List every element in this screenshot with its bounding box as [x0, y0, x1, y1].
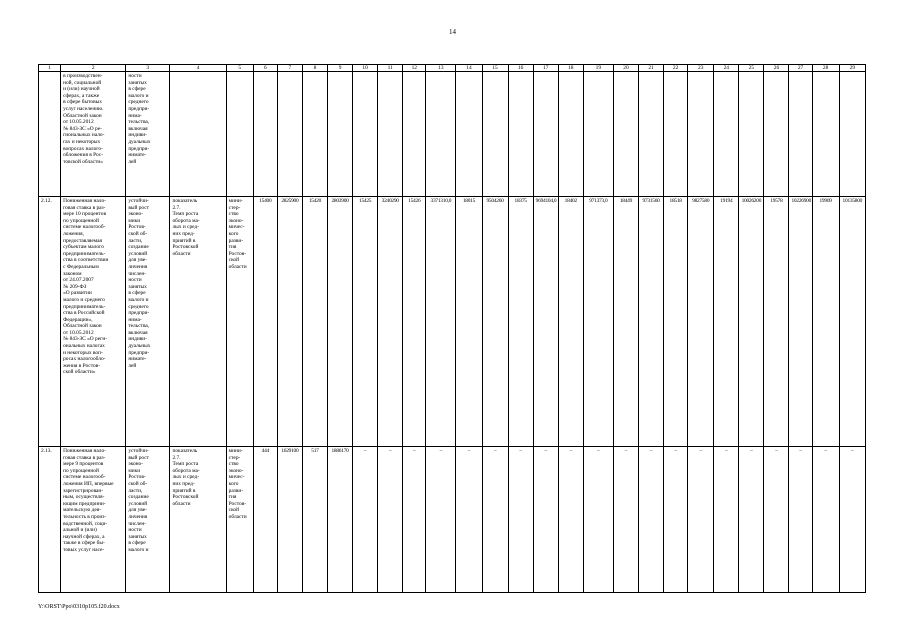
- indicator-cell: показатель 2.7. Темп роста оборота ма- лых и сред- них пред- приятий в Ростовской области: [170, 197, 226, 447]
- row-id-cell: 2.12.: [39, 197, 61, 447]
- value-cell: –: [739, 447, 764, 593]
- value-cell: 3371310,0: [426, 197, 456, 447]
- value-cell: 10026200: [739, 197, 764, 447]
- value-cell: –: [639, 447, 664, 593]
- column-number: 9: [328, 65, 353, 72]
- column-number: 14: [456, 65, 482, 72]
- value-cell: –: [482, 447, 508, 593]
- value-cell: 1886170: [328, 447, 353, 593]
- column-number: 26: [764, 65, 789, 72]
- column-number: 6: [253, 65, 277, 72]
- value-cell: [253, 72, 277, 197]
- column-number: 28: [812, 65, 839, 72]
- value-cell: 3240290: [378, 197, 403, 447]
- indicator-cell: показатель 2.7. Темп роста оборота ма- лых и сред- них пред- приятий в Ростовской области: [170, 447, 226, 593]
- table-row: [39, 72, 866, 197]
- value-cell: [739, 72, 764, 197]
- executor-cell: мини- стер- ство эконо- мичес- кого разви- тия Ростов- ской области: [226, 197, 253, 447]
- column-number: 1: [39, 65, 61, 72]
- value-cell: [764, 72, 789, 197]
- data-table: [38, 64, 866, 593]
- column-number-row: [39, 65, 866, 72]
- goal-cell: устойчи- вый рост эконо- мики Ростов- ской об- ласти, создание условий для уве- личения числен- ности занятых в сфере малого и среднего предпри- нима- тельства, включая индиви- дуальных предпри- нимате- лей: [126, 197, 170, 447]
- value-cell: –: [613, 447, 638, 593]
- value-cell: [533, 72, 558, 197]
- value-cell: –: [353, 447, 378, 593]
- column-number: 13: [426, 65, 456, 72]
- value-cell: –: [812, 447, 839, 593]
- value-cell: 10135800: [839, 197, 865, 447]
- value-cell: –: [839, 447, 865, 593]
- column-number: 17: [533, 65, 558, 72]
- value-cell: [688, 72, 714, 197]
- value-cell: [302, 72, 327, 197]
- value-cell: –: [764, 447, 789, 593]
- value-cell: 15426: [403, 197, 426, 447]
- value-cell: [426, 72, 456, 197]
- value-cell: 9504260: [482, 197, 508, 447]
- column-number: 19: [583, 65, 613, 72]
- column-number: 8: [302, 65, 327, 72]
- value-cell: [639, 72, 664, 197]
- column-number: 4: [170, 65, 226, 72]
- table-row: [39, 447, 866, 593]
- value-cell: 9731560: [639, 197, 664, 447]
- column-number: 18: [558, 65, 583, 72]
- table-row: [39, 197, 866, 447]
- value-cell: [839, 72, 865, 197]
- value-cell: –: [403, 447, 426, 593]
- value-cell: 15420: [302, 197, 327, 447]
- column-number: 21: [639, 65, 664, 72]
- benefit-name-cell: в производствен- ной, социальной и (или) научной сферах, а также в сфере бытовых услуг населению. Областной закон от 10.05.2012 № 843-ЗС «О ре- гиональных нало- гах и некоторых вопросах налого- обложения в Рос- товской области»: [61, 72, 126, 197]
- benefit-name-cell: Пониженная нало- говая ставка в раз- мере 9 процентов по упрощенной системе налогооб- ложения ИП, впервые зарегистрирован- ным, осуществля- ющим предприни- мательскую дея- тельность в произ- водственной, соци- альной и (или) научной сферах, а также в сфере бы- товых услуг насе-: [61, 447, 126, 593]
- column-number: 11: [378, 65, 403, 72]
- executor-cell: [226, 72, 253, 197]
- value-cell: [558, 72, 583, 197]
- value-cell: –: [456, 447, 482, 593]
- value-cell: 18518: [664, 197, 688, 447]
- indicator-cell: [170, 72, 226, 197]
- column-number: 20: [613, 65, 638, 72]
- value-cell: –: [789, 447, 812, 593]
- value-cell: [812, 72, 839, 197]
- column-number: 16: [508, 65, 533, 72]
- value-cell: 517: [302, 447, 327, 593]
- value-cell: [664, 72, 688, 197]
- value-cell: –: [378, 447, 403, 593]
- goal-cell: устойчи- вый рост эконо- мики Ростов- ской об- ласти, создание условий для уве- личения числен- ности занятых в сфере малого и: [126, 447, 170, 593]
- column-number: 24: [714, 65, 739, 72]
- column-number: 2: [61, 65, 126, 72]
- value-cell: 444: [253, 447, 277, 593]
- value-cell: –: [558, 447, 583, 593]
- value-cell: 2803900: [328, 197, 353, 447]
- value-cell: [583, 72, 613, 197]
- value-cell: –: [533, 447, 558, 593]
- benefit-name-cell: Пониженная нало- говая ставка в раз- мере 10 процентов по упрощенной системе налогооб- ложения, предоставляемая субъектам малого предприниматель- ства в соответствии с Федеральным законом от 24.07.2007 № 209-ФЗ «О развитии малого и среднего предприниматель- ства в Российской Федерации», Областной закон от 10.05.2012 № 843-ЗС «О реги- ональных налогах и некоторых воп- росах налогообло- жения в Ростов- ской области»: [61, 197, 126, 447]
- value-cell: –: [426, 447, 456, 593]
- value-cell: 15400: [253, 197, 277, 447]
- value-cell: [789, 72, 812, 197]
- column-number: 29: [839, 65, 865, 72]
- column-number: 27: [789, 65, 812, 72]
- value-cell: 971373,0: [583, 197, 613, 447]
- value-cell: [613, 72, 638, 197]
- value-cell: [328, 72, 353, 197]
- value-cell: 18402: [558, 197, 583, 447]
- value-cell: –: [583, 447, 613, 593]
- column-number: 3: [126, 65, 170, 72]
- value-cell: 9694104,0: [533, 197, 558, 447]
- row-id-cell: [39, 72, 61, 197]
- value-cell: [378, 72, 403, 197]
- executor-cell: мини- стер- ство эконо- мичес- кого разви- тия Ростов- ской области: [226, 447, 253, 593]
- file-path-footer: Y:\ORST\Ppo\0310p105.f20.docx: [38, 604, 120, 610]
- row-id-cell: 2.13.: [39, 447, 61, 593]
- value-cell: [508, 72, 533, 197]
- value-cell: [456, 72, 482, 197]
- value-cell: [277, 72, 302, 197]
- column-number: 5: [226, 65, 253, 72]
- value-cell: [403, 72, 426, 197]
- column-number: 7: [277, 65, 302, 72]
- column-number: 25: [739, 65, 764, 72]
- value-cell: 1629100: [277, 447, 302, 593]
- column-number: 22: [664, 65, 688, 72]
- value-cell: –: [508, 447, 533, 593]
- column-number: 15: [482, 65, 508, 72]
- value-cell: 19578: [764, 197, 789, 447]
- value-cell: [353, 72, 378, 197]
- value-cell: 15425: [353, 197, 378, 447]
- value-cell: –: [664, 447, 688, 593]
- column-number: 23: [688, 65, 714, 72]
- value-cell: 9827580: [688, 197, 714, 447]
- value-cell: 18015: [456, 197, 482, 447]
- column-number: 12: [403, 65, 426, 72]
- value-cell: [714, 72, 739, 197]
- value-cell: 19194: [714, 197, 739, 447]
- page-number: 14: [449, 28, 456, 36]
- value-cell: 2825900: [277, 197, 302, 447]
- value-cell: 18375: [508, 197, 533, 447]
- value-cell: [482, 72, 508, 197]
- goal-cell: ности занятых в сфере малого и среднего предпри- нима- тельства, включая индиви- дуальных предпри- нимате- лей: [126, 72, 170, 197]
- value-cell: 18449: [613, 197, 638, 447]
- column-number: 10: [353, 65, 378, 72]
- value-cell: 10226900: [789, 197, 812, 447]
- value-cell: –: [714, 447, 739, 593]
- value-cell: 19969: [812, 197, 839, 447]
- value-cell: –: [688, 447, 714, 593]
